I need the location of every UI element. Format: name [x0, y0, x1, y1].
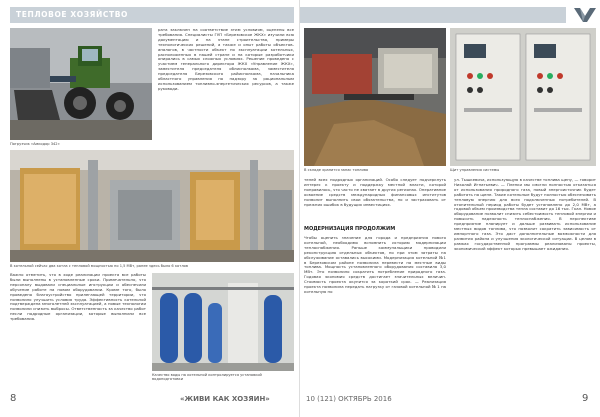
article-column-3 — [304, 178, 446, 207]
boiler-room-photo — [10, 150, 294, 262]
issue-info: 10 (121) ОКТЯБРЬ 2016 — [306, 395, 392, 403]
tractor-photo — [10, 28, 152, 140]
control-panel-caption: Щит управления системы — [450, 168, 500, 172]
fuel-storage-photo — [304, 28, 446, 166]
article-column-top — [158, 28, 294, 92]
fuel-storage-caption: В складе хранится запас топлива — [304, 168, 369, 172]
magazine-name: «ЖИВИ КАК ХОЗЯИН» — [180, 395, 270, 403]
right-header-bar — [300, 7, 566, 23]
article-column-3-body — [304, 236, 446, 295]
paragraph: телей всех подрядных организаций. Особо следует подчеркнуть интерес к проекту и поддержку местной власти, которой понравилось, что часто не хватает в других регионах. Оперативное освоение средств международных финансовых институтов позволит выполнить свои обязательства, но и застраховать от прежних ошибок в будущих инвестициях. — [304, 177, 446, 207]
paragraph: Важно отметить, что в ходе реализации проекта все работы были выполнены в установленные сроки. Примечательно, что персоналу выдавали специальные инструкции и обеспечили обучение работе на новом оборудовании. Кроме того, было проведено благоустройство прилегающей территории, что позволило улучшить условия труда. Эффективность котельной подтверждена многолетней эксплуатацией, а новые технологии позволили снизить выбросы. Ответственность за качество работ несли подрядные организации, которые выполнили все требования. — [10, 272, 146, 322]
control-panel-photo — [450, 28, 596, 166]
water-treatment-photo — [152, 273, 294, 371]
right-page — [300, 0, 600, 417]
paragraph: рата заключен на соответствие этим условиям, оценены все требования. Специалисты ГУП «Березовское ЖКХ» изучили всю документацию и на этапе строительства, примеры технологических решений, а также и опыт работы объектов-аналогов, в частности объект по эксплуатации котельных, расположенных в нашей стране и на которые разработчики опирались в самых сложных условиях. Решение проведено с участием генерального директора ЖКХ «Управление ЖКХ», заместителя председателя облисполкома, заместителя председателя Березовского райисполкома, начальника областного управления по надзору за рациональным использованием топливно-энергетических ресурсов, а также руководи- — [158, 27, 294, 91]
subheading: МОДЕРНИЗАЦИЯ ПРОДОЛЖИМ — [304, 226, 396, 232]
left-page-number: 8 — [10, 393, 17, 404]
section-title: ТЕПЛОВОЕ ХОЗЯЙСТВО — [16, 10, 128, 19]
article-column-bottom-left — [10, 273, 146, 322]
paragraph: Чтобы оценить значение для города и предприятия нового котельной, необходимо вспомнить историю модернизации теплоснабжения. Раньше коммунальщики проводили реконструкцию отдельных объектов, но при этом затраты на обслуживание оставались высокими. Модернизация котельной №1 в Березовском районе позволила перевести на местные виды топлива. Мощность установленного оборудования составила 3,0 МВт. Это позволило сократить потребление природного газа. Годовая экономия средств достигает значительных величин. Стоимость проекта окупится за короткий срок. — Реализация проекта позволила передать нагрузку от газовой котельной № 1 на котельную по — [304, 235, 446, 294]
paragraph: ул. Тышкевича, использующую в качестве топлива щепу, — говорит Николай Игнатьевич. — Пленки мы смогли полностью отказаться от использования природного газа, новый энергоисточник будет работать на щепе. Такие котельные будут полностью обеспечивать тепловую энергию для всех подключенных потребителей. В отопительный период работы будет установлено до 2,0 МВт, а годовой объем производства тепла составит до 16 тыс. Гкал. Новое оборудование позволит снизить себестоимость тепловой энергии и повысить надежность теплоснабжения. В перспективе предприятие планирует и дальше развивать использование местных видов топлива, что позволит сократить зависимость от импортного газа. Это даст дополнительные возможности для развития района и улучшения экологической ситуации. В целом в рамках государственной программы реализованы проекты, экономический эффект которых превышает ожидания. — [454, 177, 596, 251]
section-header — [10, 7, 294, 23]
right-page-number: 9 — [582, 393, 589, 404]
article-column-4 — [454, 178, 596, 252]
water-treatment-caption: Качество воды на котельной контролируется установкой водоподготовки — [152, 373, 262, 382]
tractor-caption: Погрузчик «Амкодор 342» — [10, 142, 60, 146]
boiler-room-caption: В котельной сейчас два котла с тепловой мощностью по 1,5 МВт, ранее здесь было 6 котлов — [10, 264, 188, 268]
magazine-logo-icon — [572, 4, 598, 26]
